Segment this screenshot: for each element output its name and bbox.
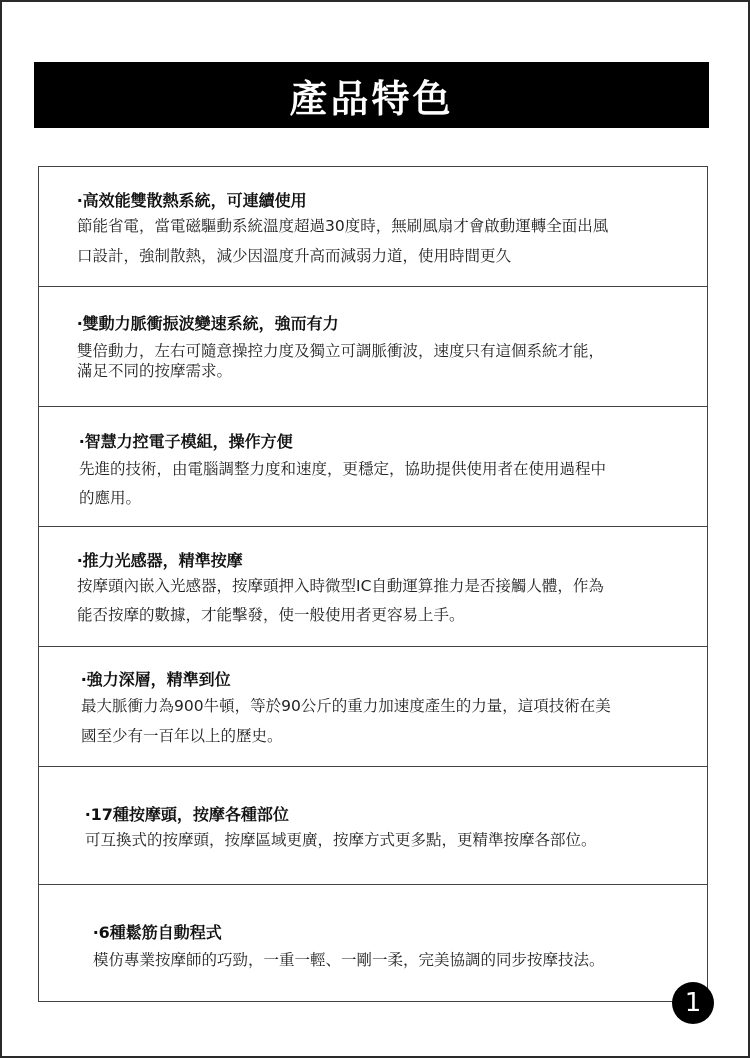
page-number: 1 — [684, 988, 702, 1018]
feature-item — [39, 647, 707, 767]
feature-text-line: 模仿專業按摩師的巧勁，一重一輕、一剛一柔，完美協調的同步按摩技法。 — [93, 951, 605, 969]
page-number-badge — [672, 982, 714, 1024]
feature-text-line: 雙倍動力，左右可隨意操控力度及獨立可調脈衝波，速度只有這個系統才能， — [77, 342, 605, 360]
feature-item — [39, 167, 707, 287]
feature-title: ‧雙動力脈衝振波變速系統，強而有力 — [77, 314, 339, 333]
feature-text-line: 按摩頭內嵌入光感器，按摩頭押入時微型IC自動運算推力是否接觸人體，作為 — [77, 577, 604, 595]
page-title: 產品特色 — [289, 76, 454, 121]
feature-text-line: 的應用。 — [79, 489, 142, 507]
feature-text-line: 節能省電，當電磁驅動系統溫度超過30度時，無刷風扇才會啟動運轉全面出風 — [77, 217, 609, 235]
feature-title: ‧強力深層，精準到位 — [81, 670, 231, 689]
feature-text-line: 口設計，強制散熱，減少因溫度升高而減弱力道，使用時間更久 — [77, 247, 512, 265]
feature-title: ‧17種按摩頭，按摩各種部位 — [85, 805, 289, 824]
features-list — [38, 166, 708, 1002]
feature-text-line: 先進的技術，由電腦調整力度和速度，更穩定，協助提供使用者在使用過程中 — [79, 460, 607, 478]
feature-item — [39, 407, 707, 527]
feature-item — [39, 287, 707, 407]
feature-title: ‧智慧力控電子模組，操作方便 — [79, 432, 293, 451]
feature-title: ‧高效能雙散熱系統，可連續使用 — [77, 191, 307, 210]
feature-text-line: 可互換式的按摩頭，按摩區域更廣，按摩方式更多點，更精準按摩各部位。 — [85, 831, 597, 849]
feature-item — [39, 527, 707, 647]
feature-title: ‧推力光感器，精準按摩 — [77, 551, 243, 570]
feature-text-line: 滿足不同的按摩需求。 — [77, 362, 233, 380]
feature-text-line: 最大脈衝力為900牛頓，等於90公斤的重力加速度產生的力量，這項技術在美 — [81, 697, 611, 715]
feature-title: ‧6種鬆筋自動程式 — [93, 923, 222, 942]
feature-text-line: 國至少有一百年以上的歷史。 — [81, 727, 283, 745]
feature-item — [39, 767, 707, 885]
title-banner — [34, 62, 709, 128]
feature-item — [39, 885, 707, 1003]
feature-text-line: 能否按摩的數據，才能擊發，使一般使用者更容易上手。 — [77, 606, 465, 624]
